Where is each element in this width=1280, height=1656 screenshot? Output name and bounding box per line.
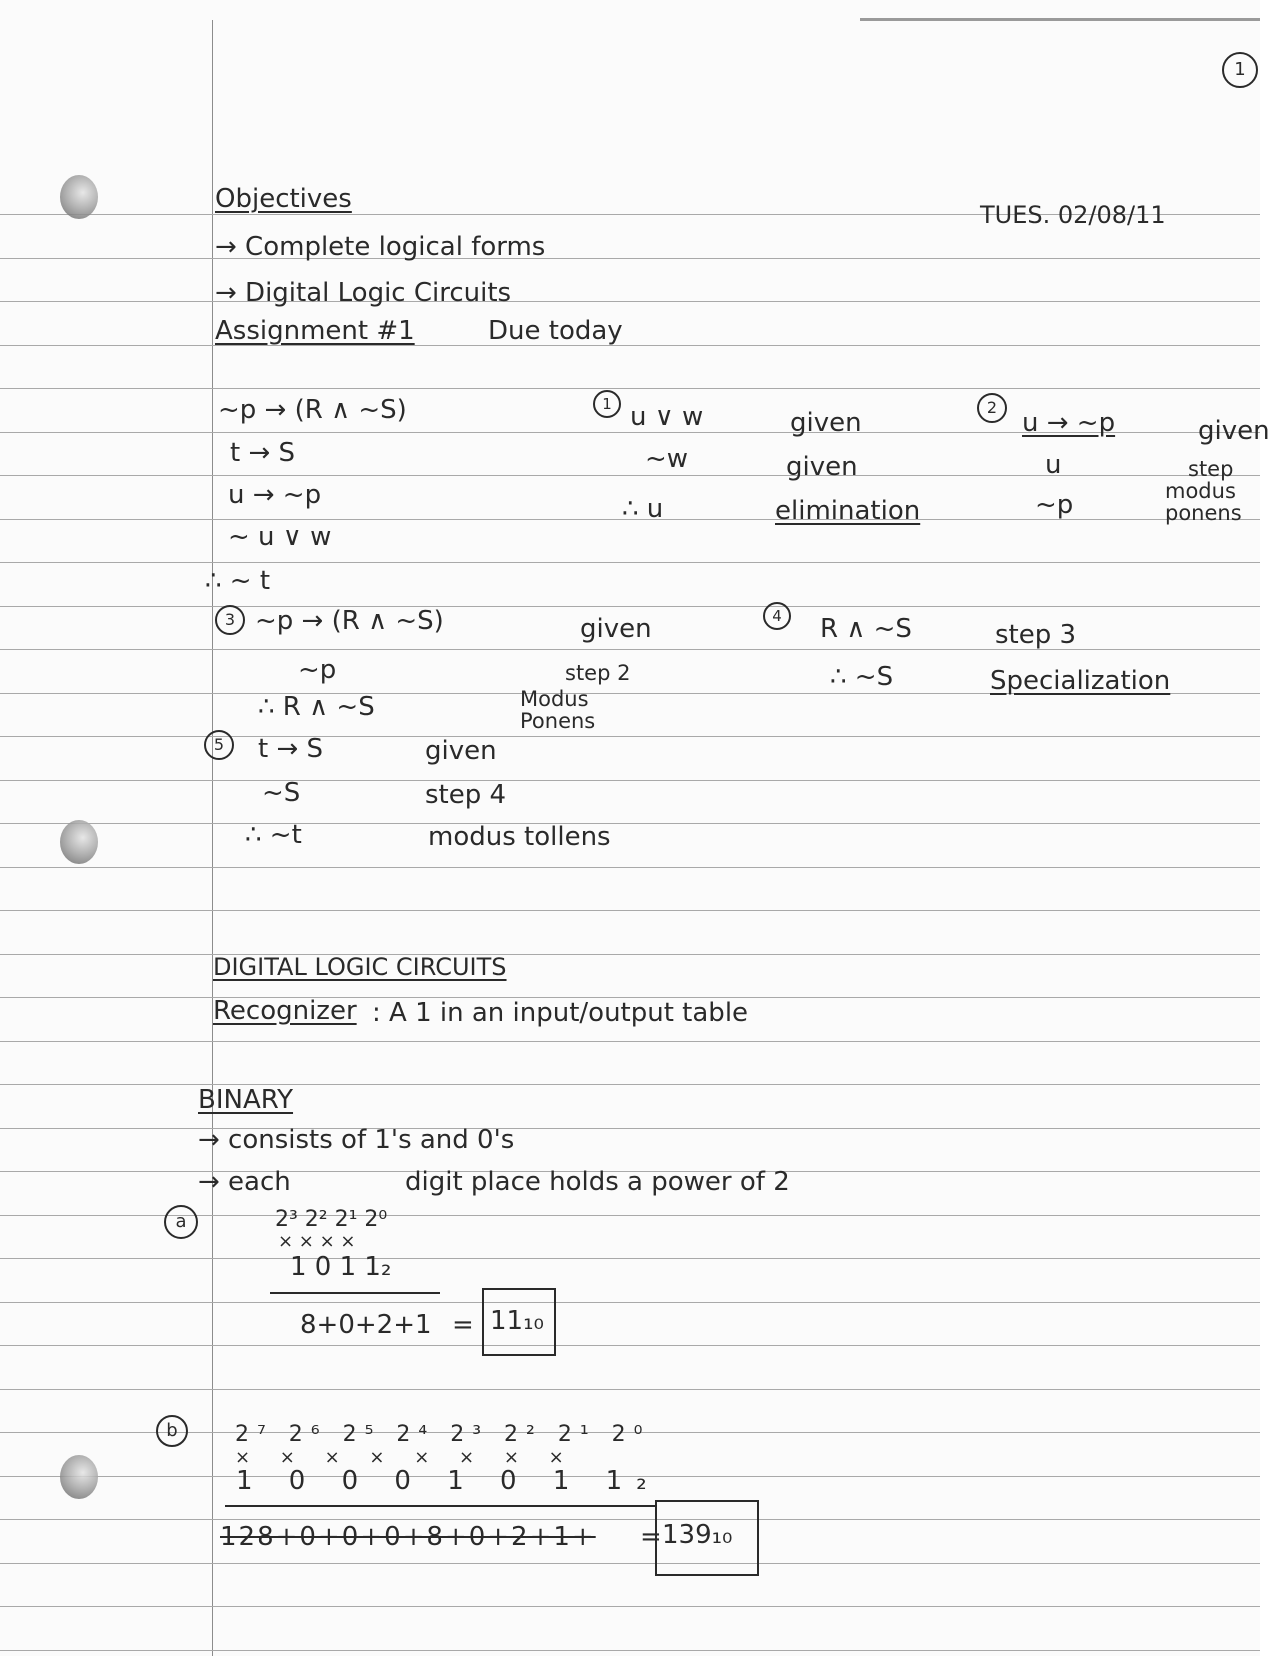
objective-item-1: → Complete logical forms (215, 232, 546, 262)
scribbled-word (300, 1167, 400, 1197)
date: TUES. 02/08/11 (980, 201, 1166, 229)
page-top-edge (860, 18, 1260, 21)
step-2-expr-2: u (1045, 450, 1062, 480)
step-1-expr-3: ∴ u (622, 494, 664, 524)
ruled-line (0, 780, 1260, 781)
example-a-sum: 8+0+2+1 (300, 1310, 432, 1340)
step-4-expr-2: ∴ ~S (830, 662, 894, 692)
step-1-expr-2: ~w (645, 444, 689, 474)
step-3-expr-2: ~p (298, 655, 337, 685)
step-1-reason-3: elimination (775, 496, 921, 526)
margin-line (212, 20, 213, 1656)
ruled-line (0, 1563, 1260, 1564)
step-1-number: 1 (593, 390, 621, 418)
ruled-line (0, 1519, 1260, 1520)
ruled-line (0, 1345, 1260, 1346)
step-3-reason-1: given (580, 614, 652, 644)
premise-1: ~p → (R ∧ ~S) (218, 395, 407, 425)
ruled-line (0, 1084, 1260, 1085)
ruled-line (0, 867, 1260, 868)
step-5-reason-3: modus tollens (428, 822, 611, 852)
ruled-line (0, 1128, 1260, 1129)
binder-hole-top (60, 175, 98, 219)
example-b-digits: 1 0 0 0 1 0 1 1₂ (236, 1466, 661, 1496)
premise-4: ~ u ∨ w (228, 522, 332, 552)
binary-point-2-start: → each (198, 1167, 291, 1197)
binder-hole-middle (60, 820, 98, 864)
example-b-equals: = (640, 1522, 662, 1552)
conclusion: ∴ ~ t (205, 566, 271, 596)
step-2-reason-1: given (1198, 416, 1270, 446)
objective-item-2: → Digital Logic Circuits (215, 278, 512, 308)
step-4-reason-2: Specialization (990, 666, 1171, 696)
step-2-number: 2 (977, 393, 1007, 423)
ruled-line (0, 1606, 1260, 1607)
step-3-expr-3: ∴ R ∧ ~S (258, 692, 375, 722)
binary-point-1: → consists of 1's and 0's (198, 1125, 515, 1155)
step-3-reason-2: step 2 (565, 661, 631, 685)
ruled-line (0, 258, 1260, 259)
example-b-times: × × × × × × × × (235, 1447, 576, 1468)
binary-heading: BINARY (198, 1085, 294, 1115)
recognizer-label: Recognizer (213, 996, 357, 1026)
example-a-powers: 2³ 2² 2¹ 2⁰ (275, 1207, 388, 1232)
example-a-label: a (164, 1205, 198, 1239)
step-2-reason-3: modus ponens (1165, 479, 1242, 525)
example-b-label: b (156, 1415, 188, 1447)
step-2-expr-3: ~p (1035, 490, 1074, 520)
step-2-reason-2: step (1188, 457, 1234, 481)
example-b-powers: 2⁷ 2⁶ 2⁵ 2⁴ 2³ 2² 2¹ 2⁰ (235, 1422, 651, 1447)
ruled-line (0, 606, 1260, 607)
ruled-line (0, 1389, 1260, 1390)
ruled-line (0, 1650, 1260, 1651)
step-3-number: 3 (215, 605, 245, 635)
step-4-number: 4 (763, 602, 791, 630)
example-b-result: 139₁₀ (662, 1520, 733, 1550)
premise-3: u → ~p (228, 480, 322, 510)
assignment-label: Assignment #1 (215, 316, 415, 346)
ruled-line (0, 954, 1260, 955)
page-number: 1 (1222, 52, 1258, 88)
step-5-expr-3: ∴ ~t (245, 820, 302, 850)
objectives-heading: Objectives (215, 184, 352, 214)
step-5-expr-1: t → S (258, 734, 324, 764)
step-2-expr-1: u → ~p (1022, 408, 1116, 438)
example-a-sum-line (270, 1292, 440, 1294)
binary-point-2-end: digit place holds a power of 2 (405, 1167, 790, 1197)
assignment-note: Due today (488, 316, 623, 346)
step-4-expr-1: R ∧ ~S (820, 614, 912, 644)
ruled-line (0, 475, 1260, 476)
ruled-line (0, 1302, 1260, 1303)
example-b-sum-line (225, 1505, 655, 1507)
example-a-result: 11₁₀ (490, 1306, 544, 1336)
ruled-line (0, 1041, 1260, 1042)
recognizer-text: : A 1 in an input/output table (372, 998, 749, 1028)
step-1-reason-1: given (790, 408, 862, 438)
step-5-expr-2: ~S (262, 778, 301, 808)
example-a-times: × × × × (278, 1231, 356, 1252)
step-3-expr-1: ~p → (R ∧ ~S) (255, 606, 444, 636)
example-a-digits: 1 0 1 1₂ (290, 1252, 392, 1282)
step-3-reason-3: Modus Ponens (520, 687, 596, 733)
example-a-equals: = (452, 1310, 474, 1340)
step-5-number: 5 (204, 730, 234, 760)
step-5-reason-2: step 4 (425, 780, 507, 810)
step-1-reason-2: given (786, 452, 858, 482)
example-b-sum: 128+0+0+0+8+0+2+1+ (220, 1522, 596, 1552)
ruled-line (0, 388, 1260, 389)
step-5-reason-1: given (425, 736, 497, 766)
ruled-line (0, 1258, 1260, 1259)
ruled-line (0, 823, 1260, 824)
dlc-heading: DIGITAL LOGIC CIRCUITS (213, 953, 507, 981)
ruled-line (0, 345, 1260, 346)
ruled-line (0, 910, 1260, 911)
step-4-reason-1: step 3 (995, 620, 1077, 650)
ruled-line (0, 301, 1260, 302)
binder-hole-bottom (60, 1455, 98, 1499)
step-1-expr-1: u ∨ w (630, 402, 704, 432)
ruled-line (0, 562, 1260, 563)
ruled-line (0, 736, 1260, 737)
premise-2: t → S (230, 438, 296, 468)
